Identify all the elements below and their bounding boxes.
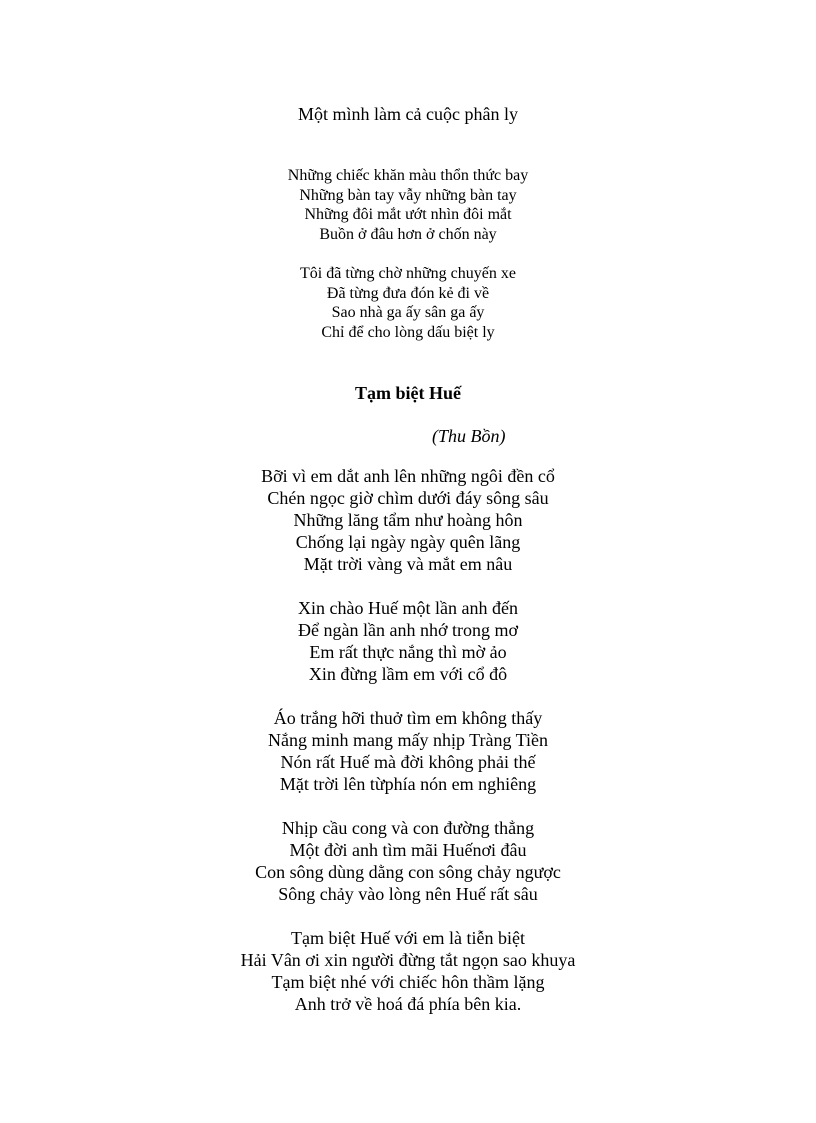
- poem-line: Buồn ở đâu hơn ở chốn này: [319, 225, 497, 243]
- stanza-b: [0, 264, 816, 342]
- poem-line: Đã từng đưa đón kẻ đi về: [326, 284, 490, 302]
- verse-2: [0, 597, 816, 685]
- poem-line: Áo trắng hỡi thuở tìm em không thấy: [273, 708, 543, 728]
- lead-line: [0, 102, 816, 126]
- poem-line: Những chiếc khăn màu thổn thức bay: [287, 167, 529, 184]
- poem-line: Anh trở về hoá đá phía bên kia.: [294, 994, 522, 1014]
- poem-line: Những bàn tay vẫy những bàn tay: [299, 186, 517, 204]
- poem-title-text: Tạm biệt Huế: [355, 383, 461, 403]
- verse-3: [0, 707, 816, 795]
- poem-line: Nhịp cầu cong và con đường thẳng: [281, 818, 535, 838]
- poem-line: Xin đừng lầm em với cổ đô: [308, 664, 508, 684]
- poem-line: Con sông dùng dằng con sông chảy ngược: [255, 862, 561, 882]
- poem-line: Chén ngọc giờ chìm dưới đáy sông sâu: [267, 488, 549, 508]
- poem-line: Để ngàn lần anh nhớ trong mơ: [298, 620, 518, 640]
- poem-title: [0, 381, 816, 405]
- poem-line: Chỉ để cho lòng dấu biệt ly: [321, 323, 495, 341]
- poem-line: Một đời anh tìm mãi Huếnơi đâu: [289, 840, 527, 860]
- poem-author-text: (Thu Bồn): [432, 426, 506, 446]
- poem-line: Nón rất Huế mà đời không phải thế: [280, 752, 536, 772]
- poem-line: Mặt trời lên từphía nón em nghiêng: [279, 774, 537, 794]
- poem-line: Tôi đã từng chờ những chuyến xe: [300, 265, 516, 282]
- stanza-a: [0, 166, 816, 244]
- poem-line: Những đôi mắt ướt nhìn đôi mắt: [304, 206, 512, 223]
- poem-author: [432, 424, 506, 448]
- poem-line: Mặt trời vàng và mắt em nâu: [303, 554, 513, 574]
- verse-4: [0, 817, 816, 905]
- poem-line: Những lăng tẩm như hoàng hôn: [293, 510, 523, 530]
- poem-line: Sao nhà ga ấy sân ga ấy: [331, 304, 485, 321]
- poem-line: Nắng minh mang mấy nhịp Tràng Tiền: [267, 730, 549, 750]
- poem-line: Tạm biệt nhé với chiếc hôn thầm lặng: [271, 972, 545, 992]
- poem-line: Một mình làm cả cuộc phân ly: [298, 104, 518, 124]
- poem-line: Tạm biệt Huế với em là tiễn biệt: [291, 928, 525, 948]
- poem-line: Chống lại ngày ngày quên lãng: [295, 532, 521, 552]
- poem-line: Sông chảy vào lòng nên Huế rất sâu: [278, 884, 538, 904]
- poem-line: Bỡi vì em dắt anh lên những ngôi đền cổ: [261, 466, 555, 486]
- poem-line: Xin chào Huế một lần anh đến: [298, 598, 518, 618]
- poem-line: Em rất thực nắng thì mờ ảo: [309, 642, 507, 662]
- verse-1: [0, 465, 816, 575]
- poem-line: Hải Vân ơi xin người đừng tắt ngọn sao khuya: [240, 950, 576, 970]
- verse-5: [0, 927, 816, 1015]
